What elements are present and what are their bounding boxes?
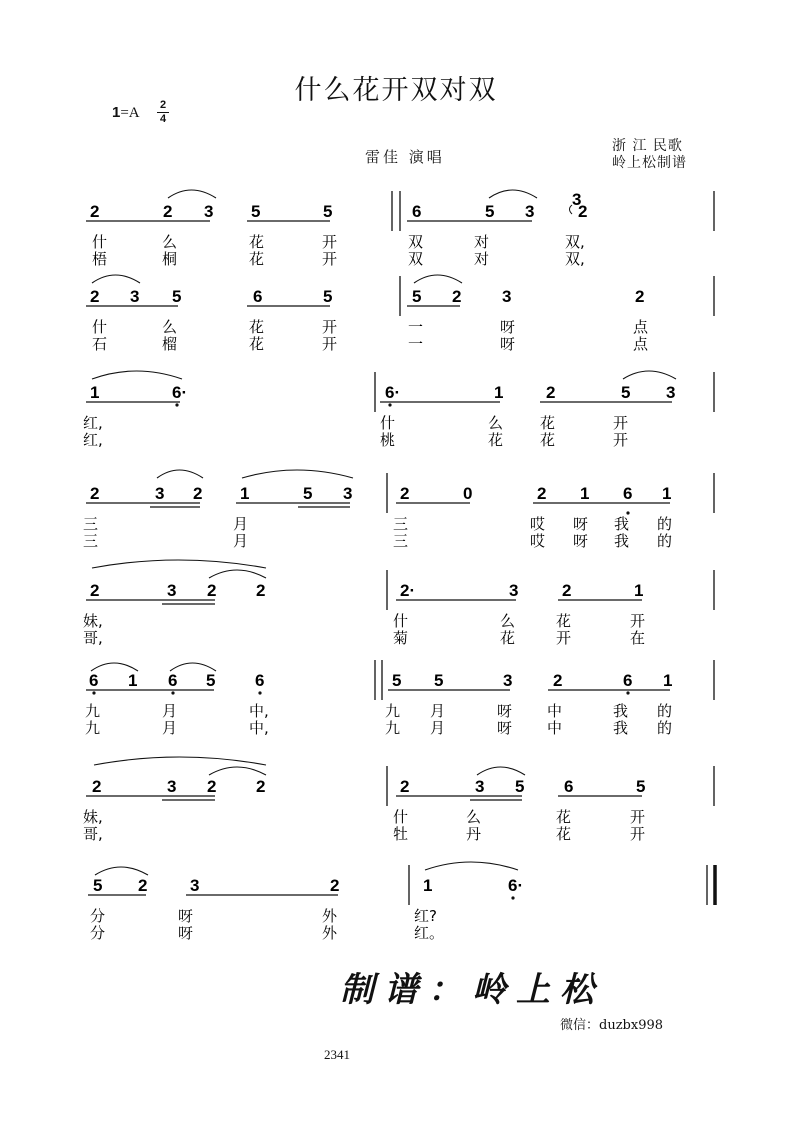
slur [489, 190, 537, 198]
note: 5 [434, 671, 444, 690]
lyric-verse-1: 什 [380, 414, 396, 432]
lyric-verse-2: 梧 [92, 250, 108, 268]
note: 3 [190, 876, 200, 895]
note: 6 [412, 202, 422, 221]
lyric-verse-1: 的 [657, 515, 673, 533]
lyric-verse-2: 石 [92, 335, 108, 353]
note: 6· [385, 383, 401, 402]
note: 3 [204, 202, 214, 221]
note: 1 [423, 876, 433, 895]
lyric-verse-2: 呀 [497, 719, 513, 737]
note: 6 [253, 287, 263, 306]
lyric-verse-1: 我 [614, 515, 630, 533]
lyric-verse-2: 在 [630, 629, 646, 647]
note: 2 [256, 581, 266, 600]
note: 2 [256, 777, 266, 796]
octave-dot [388, 403, 391, 406]
lyric-verse-1: 呀 [497, 702, 513, 720]
note: 6 [564, 777, 574, 796]
lyric-verse-1: 的 [657, 702, 673, 720]
slur [170, 663, 216, 671]
lyric-verse-2: 九 [385, 719, 401, 737]
note: 3 [572, 190, 582, 209]
slur [91, 663, 138, 671]
lyric-verse-2: 一 [408, 335, 424, 353]
octave-dot [171, 691, 174, 694]
lyric-verse-1: 中 [547, 702, 563, 720]
lyric-verse-1: 中, [249, 702, 269, 720]
lyric-verse-1: 三 [393, 515, 409, 533]
lyric-verse-1: 红? [414, 907, 437, 925]
note: 2 [92, 777, 102, 796]
lyric-verse-1: 开 [630, 808, 646, 826]
slur [623, 371, 676, 379]
note: 1 [580, 484, 590, 503]
lyric-verse-2: 花 [249, 335, 265, 353]
lyric-verse-1: 呀 [178, 907, 194, 925]
lyric-verse-1: 月 [233, 515, 249, 533]
page-number: 2341 [324, 1047, 350, 1062]
lyric-verse-2: 呀 [500, 335, 516, 353]
time-signature-top: 2 [159, 99, 167, 111]
time-signature-bottom: 4 [159, 113, 167, 125]
lyric-verse-2: 我 [614, 532, 630, 550]
lyric-verse-2: 红。 [414, 924, 445, 942]
lyric-verse-1: 三 [83, 515, 99, 533]
lyric-verse-2: 花 [249, 250, 265, 268]
slur [414, 275, 462, 283]
lyric-verse-1: 花 [249, 233, 265, 251]
lyric-verse-1: 花 [249, 318, 265, 336]
note: 1 [90, 383, 100, 402]
lyric-verse-1: 我 [613, 702, 629, 720]
lyric-verse-2: 中 [547, 719, 563, 737]
lyric-verse-2: 菊 [393, 629, 409, 647]
note: 3 [475, 777, 485, 796]
lyric-verse-2: 点 [633, 335, 649, 353]
lyric-verse-1: 开 [630, 612, 646, 630]
octave-dot [92, 691, 95, 694]
note: 5 [485, 202, 495, 221]
note: 5 [636, 777, 646, 796]
note: 3 [503, 671, 513, 690]
slur [92, 560, 266, 568]
song-title: 什么花开双对双 [294, 75, 498, 106]
note: 5 [323, 287, 333, 306]
note: 2 [635, 287, 645, 306]
lyric-verse-1: 么 [162, 233, 178, 251]
note: 3 [130, 287, 140, 306]
note: 3 [155, 484, 165, 503]
note: 6 [623, 484, 633, 503]
note: 2 [400, 777, 410, 796]
note: 6· [508, 876, 524, 895]
lyric-verse-2: 花 [556, 825, 572, 843]
lyric-verse-1: 妹, [83, 808, 103, 826]
note: 5 [206, 671, 216, 690]
lyric-verse-2: 分 [90, 924, 106, 942]
note: 6 [623, 671, 633, 690]
lyric-verse-2: 月 [162, 719, 178, 737]
lyric-verse-1: 花 [556, 808, 572, 826]
slur [209, 767, 266, 775]
slur [94, 757, 266, 765]
lyric-verse-2: 外 [322, 924, 338, 942]
lyric-verse-1: 花 [540, 414, 556, 432]
slur [242, 470, 353, 478]
note: 1 [240, 484, 250, 503]
note: 2 [553, 671, 563, 690]
lyric-verse-2: 对 [474, 250, 490, 268]
note: 3 [167, 581, 177, 600]
note: 3 [502, 287, 512, 306]
note: 2 [546, 383, 556, 402]
note: 1 [662, 484, 672, 503]
slur [92, 275, 140, 283]
lyric-verse-2: 开 [630, 825, 646, 843]
note: 2 [207, 777, 217, 796]
lyric-verse-2: 中, [249, 719, 269, 737]
note: 2 [578, 202, 588, 221]
lyric-verse-2: 牡 [393, 825, 409, 843]
lyric-verse-1: 么 [488, 414, 504, 432]
lyric-verse-2: 我 [613, 719, 629, 737]
origin-line-1: 浙 江 民歌 [612, 138, 683, 154]
key-equals: =A [120, 105, 140, 121]
note: 2 [207, 581, 217, 600]
lyric-verse-1: 么 [162, 318, 178, 336]
note: 1 [634, 581, 644, 600]
lyric-verse-1: 呀 [573, 515, 589, 533]
note: 3 [509, 581, 519, 600]
lyric-verse-1: 什 [393, 612, 409, 630]
lyric-verse-2: 榴 [162, 335, 178, 353]
octave-dot [175, 403, 178, 406]
lyric-verse-2: 哥, [83, 825, 103, 843]
lyric-verse-2: 呀 [178, 924, 194, 942]
lyric-verse-2: 桃 [380, 431, 396, 449]
lyric-verse-2: 花 [540, 431, 556, 449]
note: 1 [663, 671, 673, 690]
note: 6 [89, 671, 99, 690]
note: 2 [138, 876, 148, 895]
lyric-verse-1: 花 [556, 612, 572, 630]
lyric-verse-1: 点 [633, 318, 649, 336]
key-tonic: 1 [112, 104, 121, 121]
lyric-verse-1: 对 [474, 233, 490, 251]
octave-dot [626, 691, 629, 694]
slur [95, 867, 148, 875]
lyric-verse-2: 月 [430, 719, 446, 737]
note: 5 [172, 287, 182, 306]
lyric-verse-1: 双, [565, 233, 585, 251]
note: 2 [452, 287, 462, 306]
lyric-verse-1: 么 [466, 808, 482, 826]
note: 5 [392, 671, 402, 690]
lyric-verse-1: 分 [90, 907, 106, 925]
lyric-verse-2: 开 [322, 250, 338, 268]
lyric-verse-2: 丹 [466, 825, 482, 843]
slur [92, 371, 182, 379]
lyric-verse-1: 什 [92, 318, 108, 336]
slur [168, 190, 216, 198]
note: 2 [90, 202, 100, 221]
note: 5 [93, 876, 103, 895]
note: 3 [343, 484, 353, 503]
singer-credit: 雷佳 演唱 [365, 148, 445, 166]
lyric-verse-2: 双 [408, 250, 424, 268]
lyric-verse-2: 呀 [573, 532, 589, 550]
lyric-verse-1: 九 [385, 702, 401, 720]
note: 2 [193, 484, 203, 503]
lyric-verse-1: 红, [83, 414, 103, 432]
lyric-verse-2: 双, [565, 250, 585, 268]
lyric-verse-1: 开 [322, 318, 338, 336]
note: 5 [515, 777, 525, 796]
note: 0 [463, 484, 473, 503]
lyric-verse-2: 哎 [530, 532, 546, 550]
note: 2 [562, 581, 572, 600]
note: 2 [400, 484, 410, 503]
lyric-verse-1: 九 [85, 702, 101, 720]
lyric-verse-2: 桐 [162, 250, 178, 268]
lyric-verse-2: 三 [393, 532, 409, 550]
lyric-verse-1: 开 [613, 414, 629, 432]
lyric-verse-1: 什 [92, 233, 108, 251]
lyric-verse-2: 的 [657, 719, 673, 737]
octave-dot [258, 691, 261, 694]
lyric-verse-1: 妹, [83, 612, 103, 630]
note: 2 [90, 484, 100, 503]
note: 5 [251, 202, 261, 221]
lyric-verse-2: 红, [83, 431, 103, 449]
note: 1 [128, 671, 138, 690]
lyric-verse-2: 花 [500, 629, 516, 647]
note: 6· [172, 383, 188, 402]
note: 5 [303, 484, 313, 503]
note: 2 [163, 202, 173, 221]
lyric-verse-1: 外 [322, 907, 338, 925]
lyric-verse-1: 哎 [530, 515, 546, 533]
slur [477, 767, 525, 775]
note: 3 [167, 777, 177, 796]
note: 6 [168, 671, 178, 690]
note: 3 [666, 383, 676, 402]
note: 1 [494, 383, 504, 402]
note: 3 [525, 202, 535, 221]
lyric-verse-2: 月 [233, 532, 249, 550]
lyric-verse-2: 的 [657, 532, 673, 550]
lyric-verse-2: 开 [556, 629, 572, 647]
lyric-verse-2: 三 [83, 532, 99, 550]
lyric-verse-2: 开 [322, 335, 338, 353]
note: 2 [330, 876, 340, 895]
note: 5 [323, 202, 333, 221]
lyric-verse-2: 花 [488, 431, 504, 449]
note: 5 [412, 287, 422, 306]
lyric-verse-2: 哥, [83, 629, 103, 647]
lyric-verse-1: 呀 [500, 318, 516, 336]
lyric-verse-1: 什 [393, 808, 409, 826]
slur [157, 470, 203, 478]
octave-dot [511, 896, 514, 899]
origin-line-2: 岭上松制谱 [612, 155, 687, 171]
signature: 制谱：岭上松 [340, 970, 604, 1010]
lyric-verse-2: 九 [85, 719, 101, 737]
lyric-verse-1: 一 [408, 318, 424, 336]
note: 2 [90, 581, 100, 600]
lyric-verse-2: 开 [613, 431, 629, 449]
note: 5 [621, 383, 631, 402]
wechat-id: 微信：duzbx998 [560, 1018, 664, 1033]
lyric-verse-1: 开 [322, 233, 338, 251]
note: 6 [255, 671, 265, 690]
note: 2· [400, 581, 416, 600]
note: 2 [537, 484, 547, 503]
lyric-verse-1: 月 [430, 702, 446, 720]
lyric-verse-1: 么 [500, 612, 516, 630]
slur [209, 570, 266, 578]
note: 2 [90, 287, 100, 306]
lyric-verse-1: 双 [408, 233, 424, 251]
slur [425, 862, 518, 870]
lyric-verse-1: 月 [162, 702, 178, 720]
